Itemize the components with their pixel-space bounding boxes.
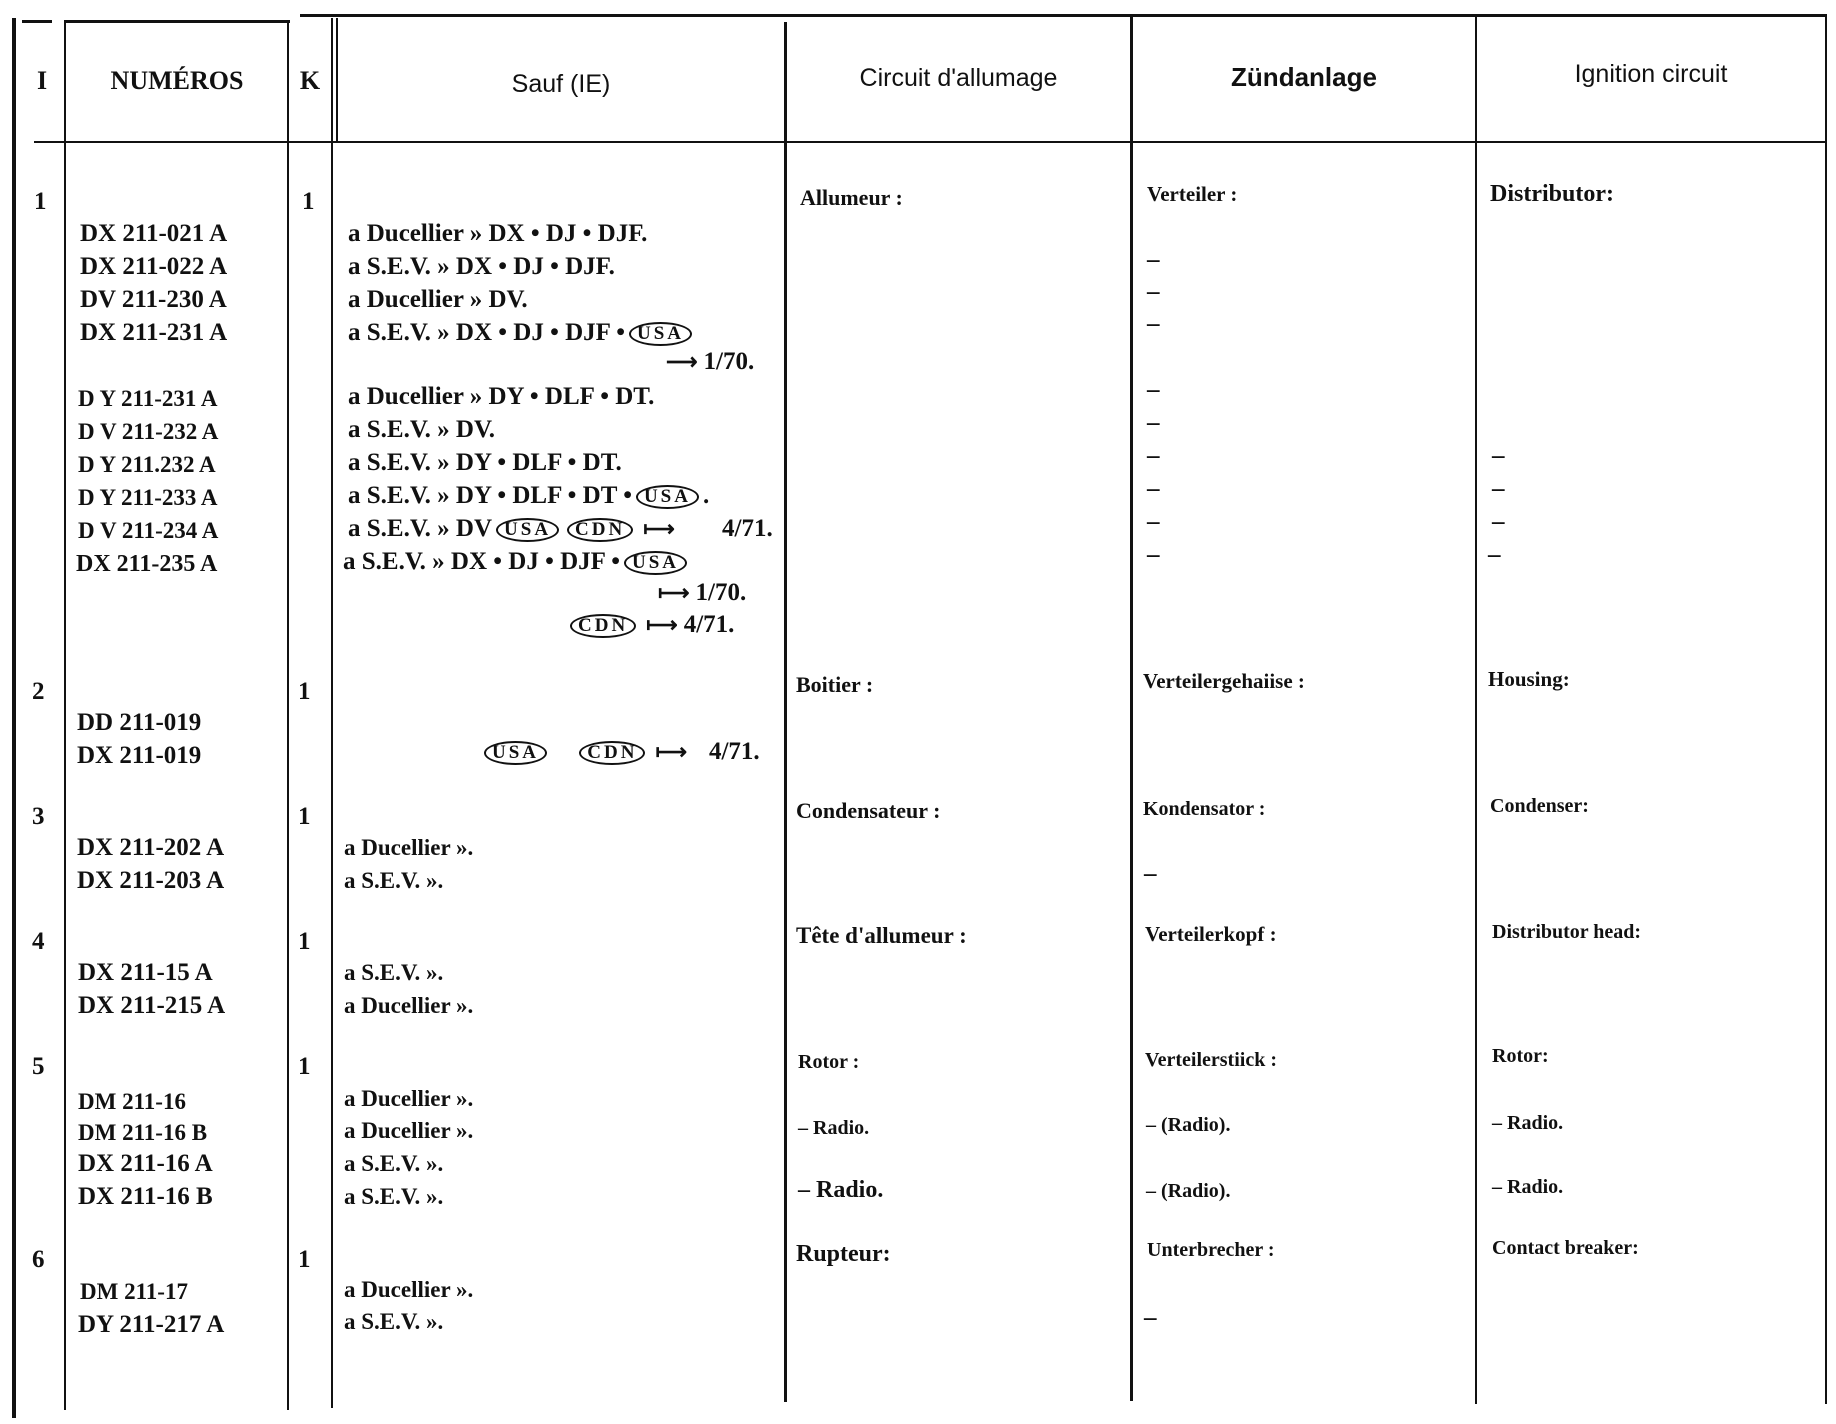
ditto-dash: – xyxy=(1488,541,1501,568)
cdn-badge: CDN xyxy=(579,741,645,765)
part-number: DX 211-021 A xyxy=(80,220,228,247)
ditto-dash: – xyxy=(1147,508,1160,535)
sauf-line: a Ducellier ». xyxy=(344,1086,474,1111)
ditto-dash: – xyxy=(1147,376,1160,403)
label-de: Unterbrecher : xyxy=(1147,1239,1275,1261)
usa-badge: USA xyxy=(636,485,699,509)
part-number: DX 211-235 A xyxy=(76,551,218,577)
col-divider xyxy=(64,20,66,1410)
label-de: Verteiler : xyxy=(1147,182,1238,206)
sauf-date: 1/70. xyxy=(703,348,755,375)
row-index: 1 xyxy=(34,188,47,215)
row-k: 1 xyxy=(298,928,311,955)
part-number: DX 211-022 A xyxy=(80,253,228,280)
part-number: D V 211-232 A xyxy=(78,419,219,444)
label-fr: Boitier : xyxy=(796,672,874,697)
cdn-badge: CDN xyxy=(567,518,633,542)
sauf-date: 4/71. xyxy=(722,515,773,542)
sauf-date-line xyxy=(660,346,754,378)
header-circuit-fr: Circuit d'allumage xyxy=(859,64,1058,92)
row-index: 4 xyxy=(32,928,45,955)
ditto-dash: – xyxy=(1492,508,1505,535)
col-divider xyxy=(287,20,289,1410)
sauf-line: a Ducellier » DV. xyxy=(348,286,528,313)
sauf-line: a S.E.V. ». xyxy=(344,1151,444,1176)
sauf-text: a S.E.V. » DX • DJ • DJF • xyxy=(348,319,625,346)
sauf-text: a S.E.V. » DV xyxy=(348,515,493,542)
arrow-right-icon: ⟼ xyxy=(646,612,678,637)
part-number: DM 211-16 xyxy=(78,1089,186,1114)
sauf-line: a Ducellier » DY • DLF • DT. xyxy=(348,383,655,410)
label-de: Verteilerstiick : xyxy=(1145,1049,1277,1071)
sauf-line: a S.E.V. » DV. xyxy=(348,416,496,443)
ditto-dash: – xyxy=(1147,541,1160,568)
part-number: D Y 211.232 A xyxy=(78,452,216,477)
top-border xyxy=(300,14,1826,17)
arrow-right-icon: ⟶ xyxy=(666,349,698,374)
label-fr: Tête d'allumeur : xyxy=(796,923,967,948)
usa-badge: USA xyxy=(484,741,547,765)
ditto-dash: – xyxy=(1147,409,1160,436)
usa-badge: USA xyxy=(624,551,687,575)
sub-label: – (Radio). xyxy=(1146,1180,1231,1202)
cdn-badge: CDN xyxy=(570,614,636,638)
header-k: K xyxy=(299,66,321,95)
top-border xyxy=(22,20,52,23)
header-index: I xyxy=(36,66,48,95)
row-k: 1 xyxy=(298,1053,311,1080)
right-border xyxy=(1825,14,1827,1404)
row-index: 3 xyxy=(32,803,45,830)
ditto-dash: – xyxy=(1147,310,1160,337)
ditto-dash: – xyxy=(1144,1304,1157,1331)
label-de: Kondensator : xyxy=(1143,798,1266,820)
row-k: 1 xyxy=(298,1246,311,1273)
part-number: D Y 211-231 A xyxy=(78,386,218,411)
part-number: DX 211-231 A xyxy=(80,319,228,346)
sauf-line: a S.E.V. ». xyxy=(344,868,444,893)
ditto-dash: – xyxy=(1147,442,1160,469)
sauf-text: a S.E.V. » DX • DJ • DJF • xyxy=(343,548,620,575)
sauf-date-line xyxy=(566,609,734,641)
part-number: D Y 211-233 A xyxy=(78,485,218,510)
part-number: DV 211-230 A xyxy=(80,286,227,313)
label-fr: Rotor : xyxy=(798,1051,860,1073)
sauf-line: a Ducellier ». xyxy=(344,1118,474,1143)
sauf-line: a S.E.V. » DY • DLF • DT. xyxy=(348,449,622,476)
sauf-line xyxy=(348,317,696,349)
arrow-right-icon: ⟼ xyxy=(658,580,690,605)
label-fr: Rupteur: xyxy=(796,1241,891,1267)
ditto-dash: – xyxy=(1147,246,1160,273)
arrow-right-icon: ⟼ xyxy=(643,516,675,541)
row-k: 1 xyxy=(298,803,311,830)
header-bottom-line xyxy=(34,141,1826,143)
sauf-date-line xyxy=(480,736,760,768)
sauf-line xyxy=(348,513,681,545)
sub-label: – Radio. xyxy=(1492,1176,1564,1198)
label-de: Verteilergehaiise : xyxy=(1143,669,1305,693)
part-number: DY 211-217 A xyxy=(78,1311,225,1338)
top-border xyxy=(64,20,290,23)
part-number: DM 211-17 xyxy=(80,1279,188,1304)
part-number: DX 211-15 A xyxy=(78,959,213,986)
sauf-line: a Ducellier ». xyxy=(344,835,474,860)
sauf-line: a S.E.V. » DY • DLF • DT • USA . xyxy=(348,482,710,509)
sub-label: – Radio. xyxy=(798,1117,870,1139)
row-k: 1 xyxy=(298,678,311,705)
header-numeros: NUMÉROS xyxy=(110,66,244,95)
part-number: DX 211-16 A xyxy=(78,1150,213,1177)
sub-label: – (Radio). xyxy=(1146,1114,1231,1136)
ditto-dash: – xyxy=(1492,475,1505,502)
label-en: Rotor: xyxy=(1492,1045,1549,1067)
usa-badge: USA xyxy=(629,322,692,346)
sauf-line: a Ducellier » DX • DJ • DJF. xyxy=(348,220,648,247)
sauf-line: a S.E.V. ». xyxy=(344,1309,444,1334)
part-number: DX 211-019 xyxy=(77,742,202,769)
row-k: 1 xyxy=(302,188,315,215)
label-en: Distributor: xyxy=(1490,181,1614,207)
part-number: DX 211-215 A xyxy=(78,992,226,1019)
col-divider xyxy=(1130,16,1133,1401)
sauf-line xyxy=(343,546,691,578)
ditto-dash: – xyxy=(1147,278,1160,305)
row-index: 2 xyxy=(32,678,45,705)
label-de: Verteilerkopf : xyxy=(1145,922,1277,946)
label-en: Condenser: xyxy=(1490,795,1589,817)
sauf-line: a S.E.V. » DX • DJ • DJF. xyxy=(348,253,615,280)
sauf-line: a S.E.V. ». xyxy=(344,1184,444,1209)
label-fr: Condensateur : xyxy=(796,798,941,823)
sauf-text: a S.E.V. » DY • DLF • DT • xyxy=(348,482,632,509)
part-number: DX 211-202 A xyxy=(77,834,225,861)
sauf-date: 4/71. xyxy=(708,738,760,765)
header-circuit-de: Zündanlage xyxy=(1231,62,1377,92)
label-fr: Allumeur : xyxy=(800,185,903,210)
arrow-right-icon: ⟼ xyxy=(655,739,687,764)
label-en: Housing: xyxy=(1488,667,1570,691)
header-sauf: Sauf (IE) xyxy=(511,70,611,98)
label-en: Distributor head: xyxy=(1492,921,1642,943)
col-divider xyxy=(331,18,333,1408)
row-index: 6 xyxy=(32,1246,45,1273)
sauf-date: 4/71. xyxy=(683,611,735,638)
col-divider xyxy=(784,22,787,1402)
header-circuit-en: Ignition circuit xyxy=(1574,60,1728,88)
sub-label: – Radio. xyxy=(1492,1112,1564,1134)
part-number: D V 211-234 A xyxy=(78,518,219,543)
sauf-date-line xyxy=(652,577,746,609)
ditto-dash: – xyxy=(1144,860,1157,887)
row-index: 5 xyxy=(32,1053,45,1080)
sub-label: – Radio. xyxy=(798,1177,884,1203)
part-number: DX 211-203 A xyxy=(77,867,225,894)
part-number: DM 211-16 B xyxy=(78,1120,208,1145)
sauf-line: a Ducellier ». xyxy=(344,993,474,1018)
left-border xyxy=(12,18,16,1418)
usa-badge: USA xyxy=(496,518,559,542)
sauf-line: a S.E.V. ». xyxy=(344,960,444,985)
label-en: Contact breaker: xyxy=(1492,1237,1639,1259)
part-number: DD 211-019 xyxy=(77,709,202,736)
sauf-date: 1/70. xyxy=(695,579,747,606)
ditto-dash: – xyxy=(1147,475,1160,502)
ditto-dash: – xyxy=(1492,442,1505,469)
sauf-line: a Ducellier ». xyxy=(344,1277,474,1302)
col-divider xyxy=(1475,14,1477,1404)
part-number: DX 211-16 B xyxy=(78,1183,213,1210)
